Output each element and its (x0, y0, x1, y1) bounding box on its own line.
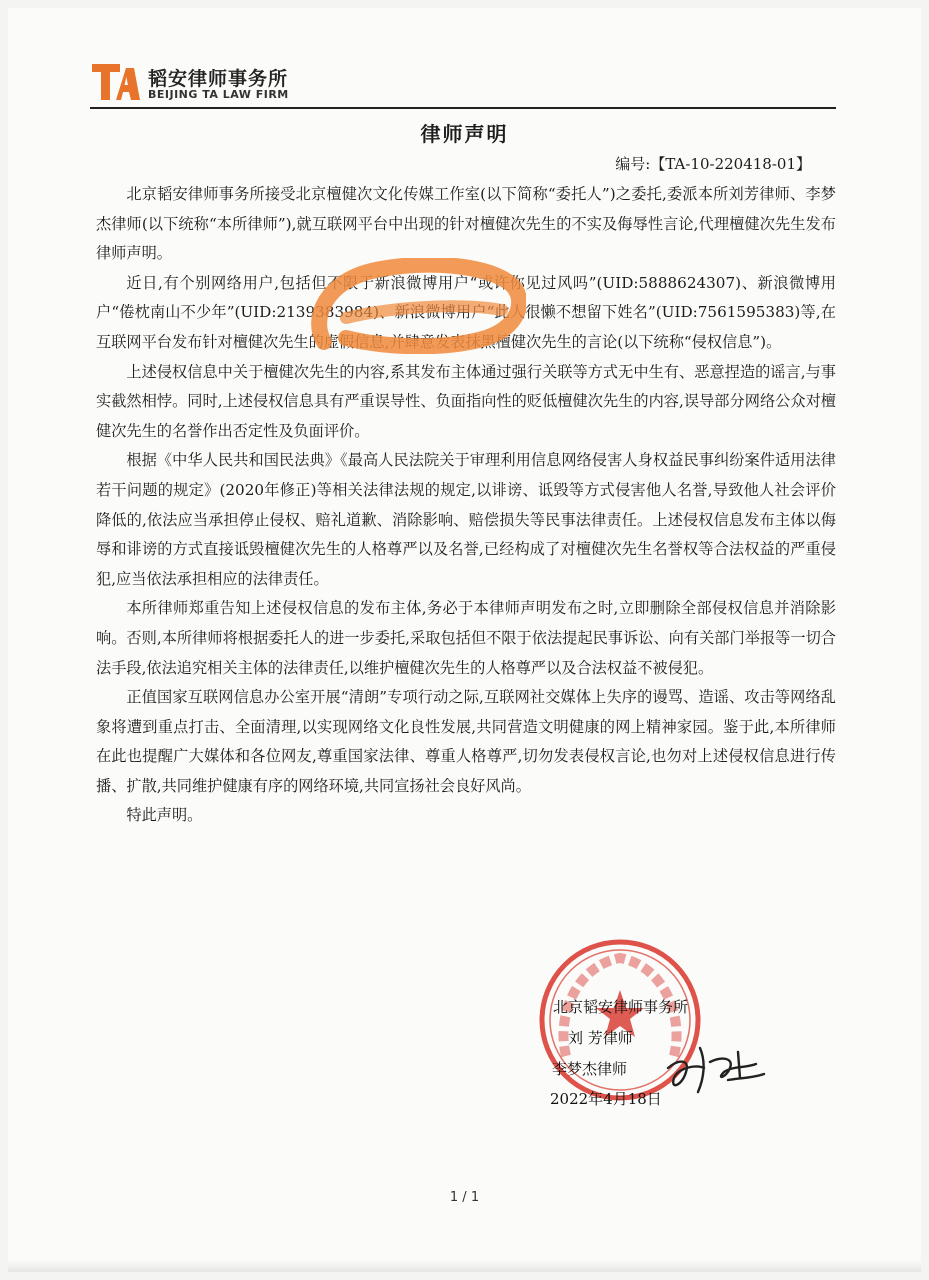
marker-scribble-icon (306, 258, 526, 354)
page-edge (8, 1260, 921, 1272)
document-page (8, 8, 921, 1272)
paragraph-4: 根据《中华人民共和国民法典》《最高人民法院关于审理利用信息网络侵害人身权益民事纠纷案件适用法律若干问题的规定》(2020年修正)等相关法律法规的规定,以诽谤、诋毁等方式侵害他人名誉,导致他人社会评价降低的,依法应当承担停止侵权、赔礼道歉、消除影响、赔偿损失等民事法律责任。上述侵权信息发布主体以侮辱和诽谤的方式直接诋毁檀健次先生的人格尊严以及名誉,已经构成了对檀健次先生名誉权等合法权益的严重侵犯,应当依法承担相应的法律责任。 (96, 451, 836, 588)
paragraph-5: 本所律师郑重告知上述侵权信息的发布主体,务必于本律师声明发布之时,立即删除全部侵权信息并消除影响。否则,本所律师将根据委托人的进一步委托,采取包括但不限于依法提起民事诉讼、向有关部门举报等一切合法手段,依法追究相关主体的法律责任,以维护檀健次先生的人格尊严以及合法权益不被侵犯。 (96, 599, 836, 677)
document-number: 编号:【TA-10-220418-01】 (615, 155, 811, 173)
signature-lawyer-2: 李梦杰律师 (552, 1060, 628, 1078)
paragraph-7: 特此声明。 (126, 806, 203, 825)
signature-firm: 北京韬安律师事务所 (553, 998, 689, 1016)
paragraph-3: 上述侵权信息中关于檀健次先生的内容,系其发布主体通过强行关联等方式无中生有、恶意捏造的谣言,与事实截然相悖。同时,上述侵权信息具有严重误导性、负面指向性的贬低檀健次先生的内容,误导部分网络公众对檀健次先生的名誉作出否定性及负面评价。 (96, 362, 836, 440)
document-title: 律师声明 (420, 122, 509, 146)
header-rule (90, 107, 836, 109)
signature-lawyer-1: 刘 芳律师 (568, 1029, 633, 1047)
paragraph-6: 正值国家互联网信息办公室开展“清朗”专项行动之际,互联网社交媒体上失序的谩骂、造谣、攻击等网络乱象将遭到重点打击、全面清理,以实现网络文化良性发展,共同营造文明健康的网上精神家园。鉴于此,本所律师在此也提醒广大媒体和各位网友,尊重国家法律、尊重人格尊严,切勿发表侵权言论,也勿对上述侵权信息进行传播、扩散,共同维护健康有序的网络环境,共同宣扬社会良好风尚。 (96, 688, 836, 795)
signature-date: 2022年4月18日 (550, 1090, 662, 1108)
firm-name-cn: 韬安律师事务所 (148, 68, 289, 90)
paragraph-2: 近日,有个别网络用户,包括但不限于新浪微博用户“或许你见过风吗”(UID:5888624307)、新浪微博用户“倦枕南山不少年”(UID:2139383984)、新浪微博用户“此人很懒不想留下姓名”(UID:7561595383)等,在互联网平台发布针对檀健次先生的虚假信息,并肆意发表抹黑檀健次先生的言论(以下统称“侵权信息”)。 (96, 273, 836, 351)
page-number: 1 / 1 (449, 1190, 480, 1205)
ta-logo-icon (90, 60, 140, 102)
handwritten-signature-icon (660, 1038, 768, 1096)
paragraph-1: 北京韬安律师事务所接受北京檀健次文化传媒工作室(以下简称“委托人”)之委托,委派本所刘芳律师、李梦杰律师(以下统称“本所律师”),就互联网平台中出现的针对檀健次先生的不实及侮辱性言论,代理檀健次先生发布律师声明。 (96, 185, 836, 263)
firm-name-en: BEIJING TA LAW FIRM (148, 88, 289, 101)
